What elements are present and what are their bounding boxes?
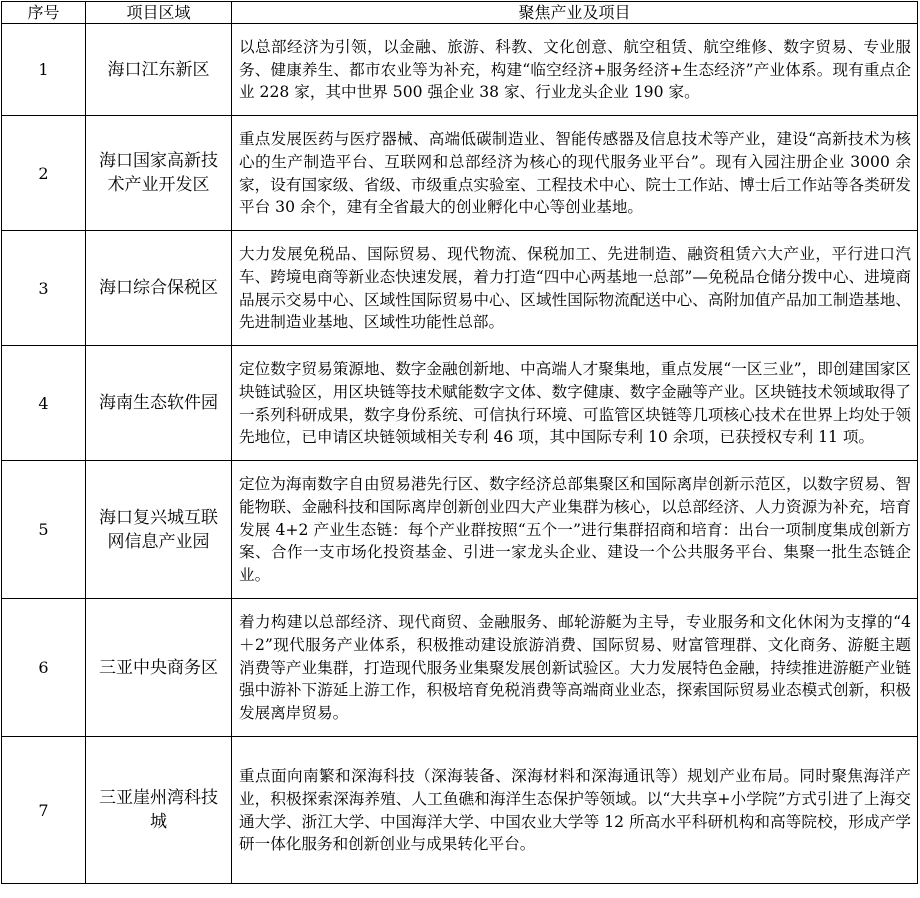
- row-area: 三亚中央商务区: [86, 599, 232, 737]
- row-index: 7: [2, 737, 86, 884]
- row-focus: 重点面向南繁和深海科技（深海装备、深海材料和深海通讯等）规划产业布局。同时聚焦海洋产业，积极探索深海养殖、人工鱼礁和海洋生态保护等领域。以“大共享+小学院”方式引进了上海交通大学、浙江大学、中国海洋大学、中国农业大学等 12 所高水平科研机构和高等院校，形成产学研一体化服务和创新创业与成果转化平台。: [232, 737, 918, 884]
- row-index: 2: [2, 116, 86, 231]
- table-row: [2, 461, 918, 599]
- row-index: 6: [2, 599, 86, 737]
- table-header-row: [2, 2, 918, 24]
- row-area: 海口国家高新技术产业开发区: [86, 116, 232, 231]
- table-row: [2, 346, 918, 461]
- row-index: 5: [2, 461, 86, 599]
- row-area: 海口综合保税区: [86, 231, 232, 346]
- row-area: 海口复兴城互联网信息产业园: [86, 461, 232, 599]
- table-row: [2, 116, 918, 231]
- table-row: [2, 231, 918, 346]
- row-focus: 定位数字贸易策源地、数字金融创新地、中高端人才聚集地，重点发展“一区三业”，即创建国家区块链试验区，用区块链等技术赋能数字文体、数字健康、数字金融等产业。区块链技术领域取得了一系列科研成果，数字身份系统、可信执行环境、可监管区块链等几项核心技术在世界上均处于领先地位，已申请区块链领域相关专利 46 项，其中国际专利 10 余项，已获授权专利 11 项。: [232, 346, 918, 461]
- row-index: 3: [2, 231, 86, 346]
- table-row: [2, 599, 918, 737]
- industry-table: [1, 1, 918, 884]
- row-focus: 以总部经济为引领，以金融、旅游、科教、文化创意、航空租赁、航空维修、数字贸易、专业服务、健康养生、都市农业等为补充，构建“临空经济+服务经济+生态经济”产业体系。现有重点企业 228 家，其中世界 500 强企业 38 家、行业龙头企业 190 家。: [232, 24, 918, 116]
- row-area: 海南生态软件园: [86, 346, 232, 461]
- row-area: 三亚崖州湾科技城: [86, 737, 232, 884]
- row-focus: 定位为海南数字自由贸易港先行区、数字经济总部集聚区和国际离岸创新示范区，以数字贸易、智能物联、金融科技和国际离岸创新创业四大产业集群为核心，以总部经济、人力资源为补充，培育发展 4+2 产业生态链：每个产业群按照“五个一”进行集群招商和培育：出台一项制度集成创新方案、合作一支市场化投资基金、引进一家龙头企业、建设一个公共服务平台、集聚一批生态链企业。: [232, 461, 918, 599]
- row-focus: 着力构建以总部经济、现代商贸、金融服务、邮轮游艇为主导，专业服务和文化休闲为支撑的“4＋2”现代服务产业体系，积极推动建设旅游消费、国际贸易、财富管理群、文化商务、游艇主题消费等产业集群，打造现代服务业集聚发展创新试验区。大力发展特色金融，持续推进游艇产业链强中游补下游延上游工作，积极培育免税消费等高端商业业态，探索国际贸易业态模式创新，积极发展离岸贸易。: [232, 599, 918, 737]
- row-index: 1: [2, 24, 86, 116]
- table-row: [2, 24, 918, 116]
- table-row: [2, 737, 918, 884]
- header-area: 项目区域: [86, 2, 232, 24]
- row-focus: 大力发展免税品、国际贸易、现代物流、保税加工、先进制造、融资租赁六大产业，平行进口汽车、跨境电商等新业态快速发展，着力打造“四中心两基地一总部”—免税品仓储分拨中心、进境商品展示交易中心、区域性国际贸易中心、区域性国际物流配送中心、高附加值产品加工制造基地、先进制造业基地、区域性功能性总部。: [232, 231, 918, 346]
- row-area: 海口江东新区: [86, 24, 232, 116]
- row-focus: 重点发展医药与医疗器械、高端低碳制造业、智能传感器及信息技术等产业，建设“高新技术为核心的生产制造平台、互联网和总部经济为核心的现代服务业平台”。现有入园注册企业 3000 余家，设有国家级、省级、市级重点实验室、工程技术中心、院士工作站、博士后工作站等各类研发平台 30 余个，建有全省最大的创业孵化中心等创业基地。: [232, 116, 918, 231]
- row-index: 4: [2, 346, 86, 461]
- header-focus: 聚焦产业及项目: [232, 2, 918, 24]
- header-index: 序号: [2, 2, 86, 24]
